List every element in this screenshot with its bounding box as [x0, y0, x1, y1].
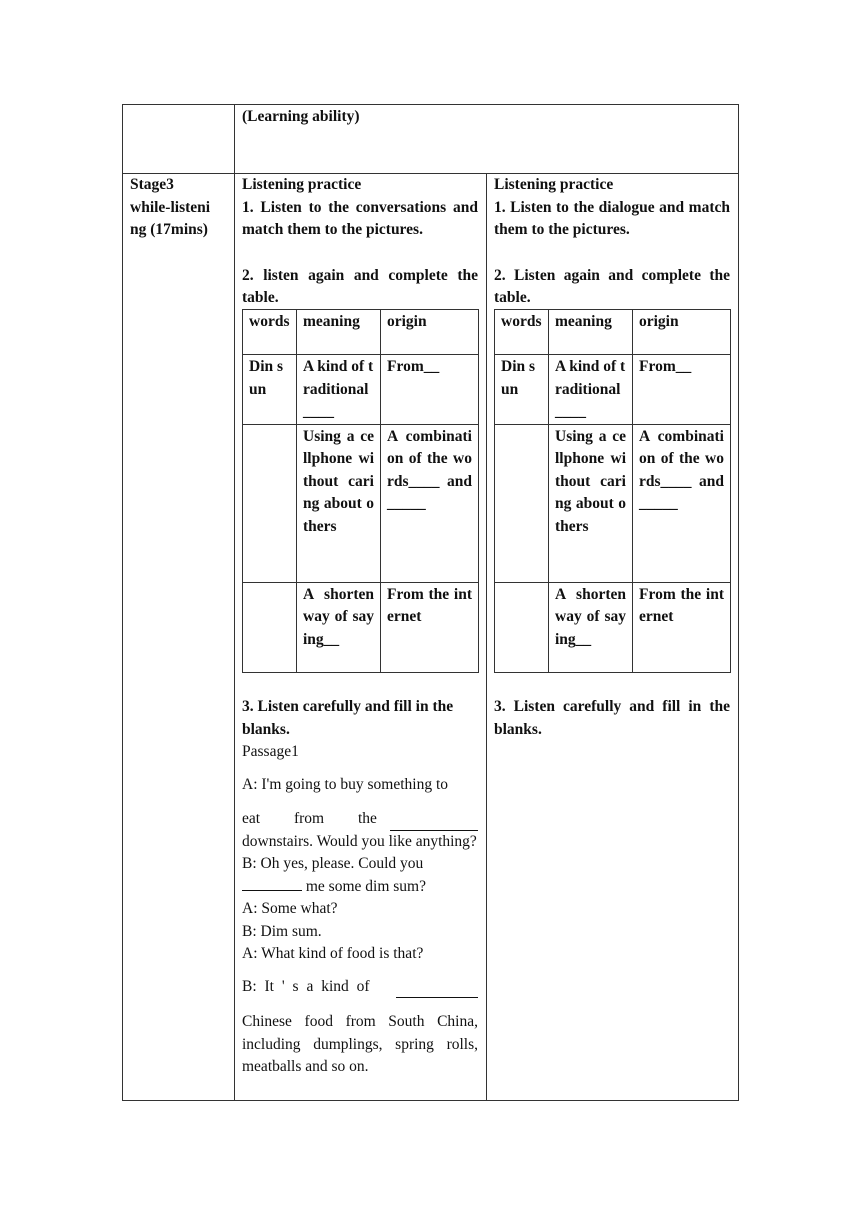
table-row [495, 355, 731, 425]
header-origin: origin [633, 310, 731, 355]
right-task-1: 1. Listen to the dialogue and match them to the pictures. [494, 198, 730, 238]
table-row [243, 310, 479, 355]
right-task-3: 3. Listen carefully and fill in the blanks. [494, 698, 730, 738]
table-cell: From the internet [633, 582, 731, 672]
stage-line-3: ng (17mins) [130, 221, 208, 238]
dialogue-b1-rest: me some dim sum? [305, 877, 426, 895]
left-passage-block [242, 696, 478, 1079]
dialogue-a1-eat-line [242, 808, 478, 831]
left-heading: Listening practice [242, 176, 362, 193]
dialogue-b2: B: Dim sum. [242, 922, 322, 940]
table-cell [243, 424, 297, 582]
header-meaning: meaning [297, 310, 381, 355]
table-row [243, 582, 479, 672]
table-cell: Using a cellphone without caring about others [549, 424, 633, 582]
right-vocab-table [494, 309, 731, 673]
table-cell [495, 424, 549, 582]
right-heading: Listening practice [494, 176, 614, 193]
left-task-1: 1. Listen to the conversations and match them to the pictures. [242, 198, 478, 238]
table-cell: A shorten way of saying__ [297, 582, 381, 672]
right-task-2: 2. Listen again and complete the table. [494, 266, 730, 306]
table-cell: From the internet [381, 582, 479, 672]
passage-label: Passage1 [242, 743, 299, 760]
header-words: words [495, 310, 549, 355]
dialogue-b3: B: It ' s a kind of [242, 977, 370, 995]
dialogue-a3: A: What kind of food is that? [242, 945, 424, 962]
table-cell: A combination of the words____ and_____ [381, 424, 479, 582]
table-cell [495, 582, 549, 672]
left-task-2: 2. listen again and complete the table. [242, 266, 478, 306]
table-row [495, 310, 731, 355]
dialogue-b3-line [242, 976, 478, 999]
table-cell: Din sun [495, 355, 549, 425]
dialogue-b1-line2 [242, 876, 478, 899]
table-border-left [122, 104, 123, 1101]
blank-field [390, 808, 478, 831]
table-border-col1 [234, 104, 235, 1101]
table-cell: A kind of traditional ____ [297, 355, 381, 425]
stage-line-2: while-listeni [130, 198, 211, 216]
blank-field [396, 976, 478, 999]
header-meaning: meaning [549, 310, 633, 355]
dialogue-b1: B: Oh yes, please. Could you [242, 855, 424, 872]
table-cell: Using a cellphone without caring about others [297, 424, 381, 582]
table-border-col2 [486, 173, 487, 1101]
dialogue-a2: A: Some what? [242, 900, 338, 917]
table-border-top [122, 104, 739, 105]
table-border-bottom [122, 1100, 739, 1101]
table-cell: A kind of traditional ____ [549, 355, 633, 425]
stage-label [130, 174, 230, 242]
stage-line-1: Stage3 [130, 176, 174, 193]
table-row [243, 355, 479, 425]
header-origin: origin [381, 310, 479, 355]
left-task-3: 3. Listen carefully and fill in the blanks. [242, 698, 454, 738]
dialogue-a1: A: I'm going to buy something to [242, 775, 449, 793]
table-cell: From__ [633, 355, 731, 425]
header-words: words [243, 310, 297, 355]
table-cell: A combination of the words____ and_____ [633, 424, 731, 582]
left-vocab-table [242, 309, 479, 673]
dialogue-a1-rest: downstairs. Would you like anything? [242, 832, 477, 850]
dialogue-b3-rest: Chinese food from South China, including dumplings, spring rolls, meatballs and so on. [242, 1013, 478, 1075]
left-column [242, 174, 478, 310]
dialogue-a1-eat: eat from the [242, 810, 377, 827]
table-cell: From__ [381, 355, 479, 425]
table-row [243, 424, 479, 582]
table-row [495, 424, 731, 582]
table-row [495, 582, 731, 672]
table-cell: A shorten way of saying__ [549, 582, 633, 672]
blank-field [242, 890, 302, 891]
right-column [494, 174, 730, 310]
table-cell: Din sun [243, 355, 297, 425]
table-cell [243, 582, 297, 672]
learning-ability-label: (Learning ability) [242, 108, 360, 125]
table-border-right [738, 104, 739, 1101]
